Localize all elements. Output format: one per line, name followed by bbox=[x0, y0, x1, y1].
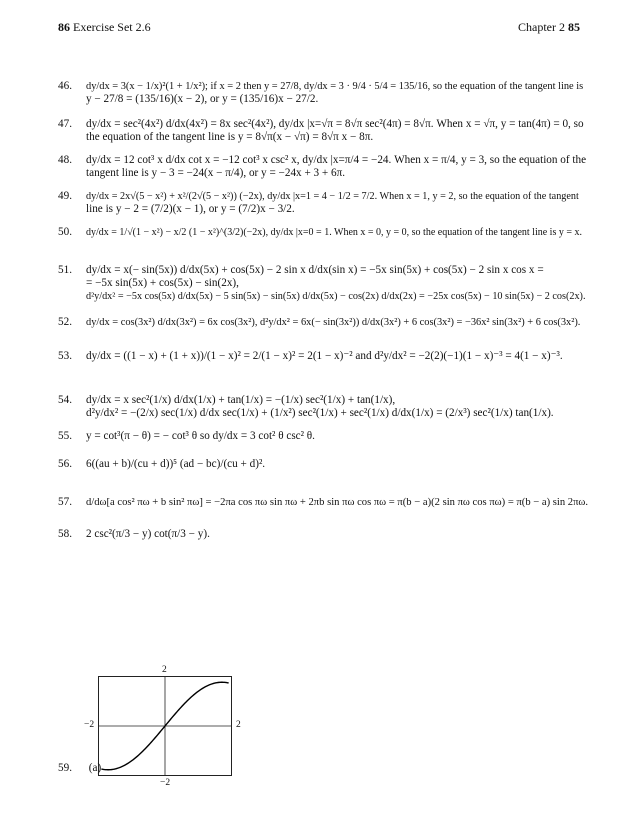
graph-svg bbox=[98, 676, 232, 776]
problem-59-number: 59. bbox=[58, 762, 72, 774]
problem-number: 51. bbox=[58, 264, 72, 276]
problem-line: y − 27/8 = (135/16)(x − 2), or y = (135/16)x − 27/2. bbox=[86, 93, 319, 105]
problem-line: the equation of the tangent line is y = 8√π(x − √π) = 8√π x − 8π. bbox=[86, 131, 374, 143]
problem-line: y = cot³(π − θ) = − cot³ θ so dy/dx = 3 cot² θ csc² θ. bbox=[86, 430, 315, 442]
problem-line: line is y − 2 = (7/2)(x − 1), or y = (7/2)x − 3/2. bbox=[86, 203, 295, 215]
problem-body bbox=[86, 458, 588, 471]
problem-body bbox=[86, 226, 588, 239]
problem-number: 58. bbox=[58, 528, 72, 540]
x-max-tick-label: 2 bbox=[236, 720, 241, 730]
problem-line: d²y/dx² = −5x cos(5x) d/dx(5x) − 5 sin(5x) − sin(5x) d/dx(5x) − cos(2x) d/dx(2x) = −25x cos(5x) − 10 sin(5x) − 2 cos(2x). bbox=[86, 291, 586, 302]
problem-number: 49. bbox=[58, 190, 72, 202]
page-header bbox=[58, 20, 580, 36]
problem-59-part: (a) bbox=[88, 762, 102, 774]
problem-line: dy/dx = 2x√(5 − x²) + x²/(2√(5 − x²)) (−2x), dy/dx |x=1 = 4 − 1/2 = 7/2. When x = 1, y = 2, so the equation of the tangent bbox=[86, 191, 579, 202]
graph-figure bbox=[98, 676, 232, 776]
problem-body bbox=[86, 190, 588, 216]
problem-body bbox=[86, 528, 588, 541]
problem-body bbox=[86, 350, 588, 363]
right-page-number: 85 bbox=[568, 20, 580, 34]
problem-line: dy/dx = sec²(4x²) d/dx(4x²) = 8x sec²(4x²), dy/dx |x=√π = 8√π sec²(4π) = 8√π. When x = √π, y = tan(4π) = 0, so bbox=[86, 118, 584, 130]
problem-body bbox=[86, 316, 588, 329]
y-max-tick-label: 2 bbox=[162, 665, 167, 675]
problem-line: dy/dx = ((1 − x) + (1 + x))/(1 − x)² = 2/(1 − x)² = 2(1 − x)⁻² and d²y/dx² = −2(2)(−1)(1 − x)⁻³ = 4(1 − x)⁻³. bbox=[86, 350, 563, 362]
problem-number: 56. bbox=[58, 458, 72, 470]
right-running-title: Chapter 2 bbox=[518, 20, 565, 34]
problem-line: dy/dx = x sec²(1/x) d/dx(1/x) + tan(1/x) = −(1/x) sec²(1/x) + tan(1/x), bbox=[86, 394, 396, 406]
problem-59 bbox=[58, 762, 101, 774]
problem-line: 2 csc²(π/3 − y) cot(π/3 − y). bbox=[86, 528, 210, 540]
problem-body bbox=[86, 264, 588, 303]
left-page-number: 86 bbox=[58, 20, 70, 34]
problem-number: 47. bbox=[58, 118, 72, 130]
problem-body bbox=[86, 430, 588, 443]
problem-line: d²y/dx² = −(2/x) sec(1/x) d/dx sec(1/x) + (1/x²) sec²(1/x) + sec²(1/x) d/dx(1/x) = (2/x³) sec²(1/x) tan(1/x). bbox=[86, 407, 554, 419]
problem-line: dy/dx = 3(x − 1/x)²(1 + 1/x²); if x = 2 then y = 27/8, dy/dx = 3 · 9/4 · 5/4 = 135/16, so the equation of the tangent line is bbox=[86, 81, 584, 92]
problem-number: 50. bbox=[58, 226, 72, 238]
problem-line: dy/dx = cos(3x²) d/dx(3x²) = 6x cos(3x²), d²y/dx² = 6x(− sin(3x²)) d/dx(3x²) + 6 cos(3x²) = −36x² sin(3x²) + 6 cos(3x²). bbox=[86, 317, 581, 328]
problem-number: 55. bbox=[58, 430, 72, 442]
problem-body bbox=[86, 80, 588, 106]
x-min-tick-label: −2 bbox=[84, 720, 95, 730]
problem-line: 6((au + b)/(cu + d))⁵ (ad − bc)/(cu + d)². bbox=[86, 458, 266, 470]
problem-body bbox=[86, 118, 588, 144]
problem-number: 46. bbox=[58, 80, 72, 92]
problem-line: dy/dx = 1/√(1 − x²) − x/2 (1 − x²)^(3/2)(−2x), dy/dx |x=0 = 1. When x = 0, y = 0, so the equation of the tangent line is y = x. bbox=[86, 227, 582, 238]
problem-line: dy/dx = x(− sin(5x)) d/dx(5x) + cos(5x) − 2 sin x d/dx(sin x) = −5x sin(5x) + cos(5x) − 2 sin x cos x = bbox=[86, 264, 544, 276]
problem-line: = −5x sin(5x) + cos(5x) − sin(2x), bbox=[86, 277, 239, 289]
problem-body bbox=[86, 394, 588, 420]
problem-number: 57. bbox=[58, 496, 72, 508]
problem-body bbox=[86, 154, 588, 180]
problem-body bbox=[86, 496, 588, 509]
left-running-title: Exercise Set 2.6 bbox=[73, 20, 151, 34]
y-min-tick-label: −2 bbox=[160, 778, 171, 788]
problem-line: d/dω[a cos² πω + b sin² πω] = −2πa cos πω sin πω + 2πb sin πω cos πω = π(b − a)(2 sin πω cos πω) = π(b − a) sin 2πω. bbox=[86, 497, 588, 508]
problem-number: 53. bbox=[58, 350, 72, 362]
problem-line: tangent line is y − 3 = −24(x − π/4), or y = −24x + 3 + 6π. bbox=[86, 167, 346, 179]
problem-line: dy/dx = 12 cot³ x d/dx cot x = −12 cot³ x csc² x, dy/dx |x=π/4 = −24. When x = π/4, y = 3, so the equation of the bbox=[86, 154, 587, 166]
problem-number: 52. bbox=[58, 316, 72, 328]
problem-number: 48. bbox=[58, 154, 72, 166]
problem-number: 54. bbox=[58, 394, 72, 406]
